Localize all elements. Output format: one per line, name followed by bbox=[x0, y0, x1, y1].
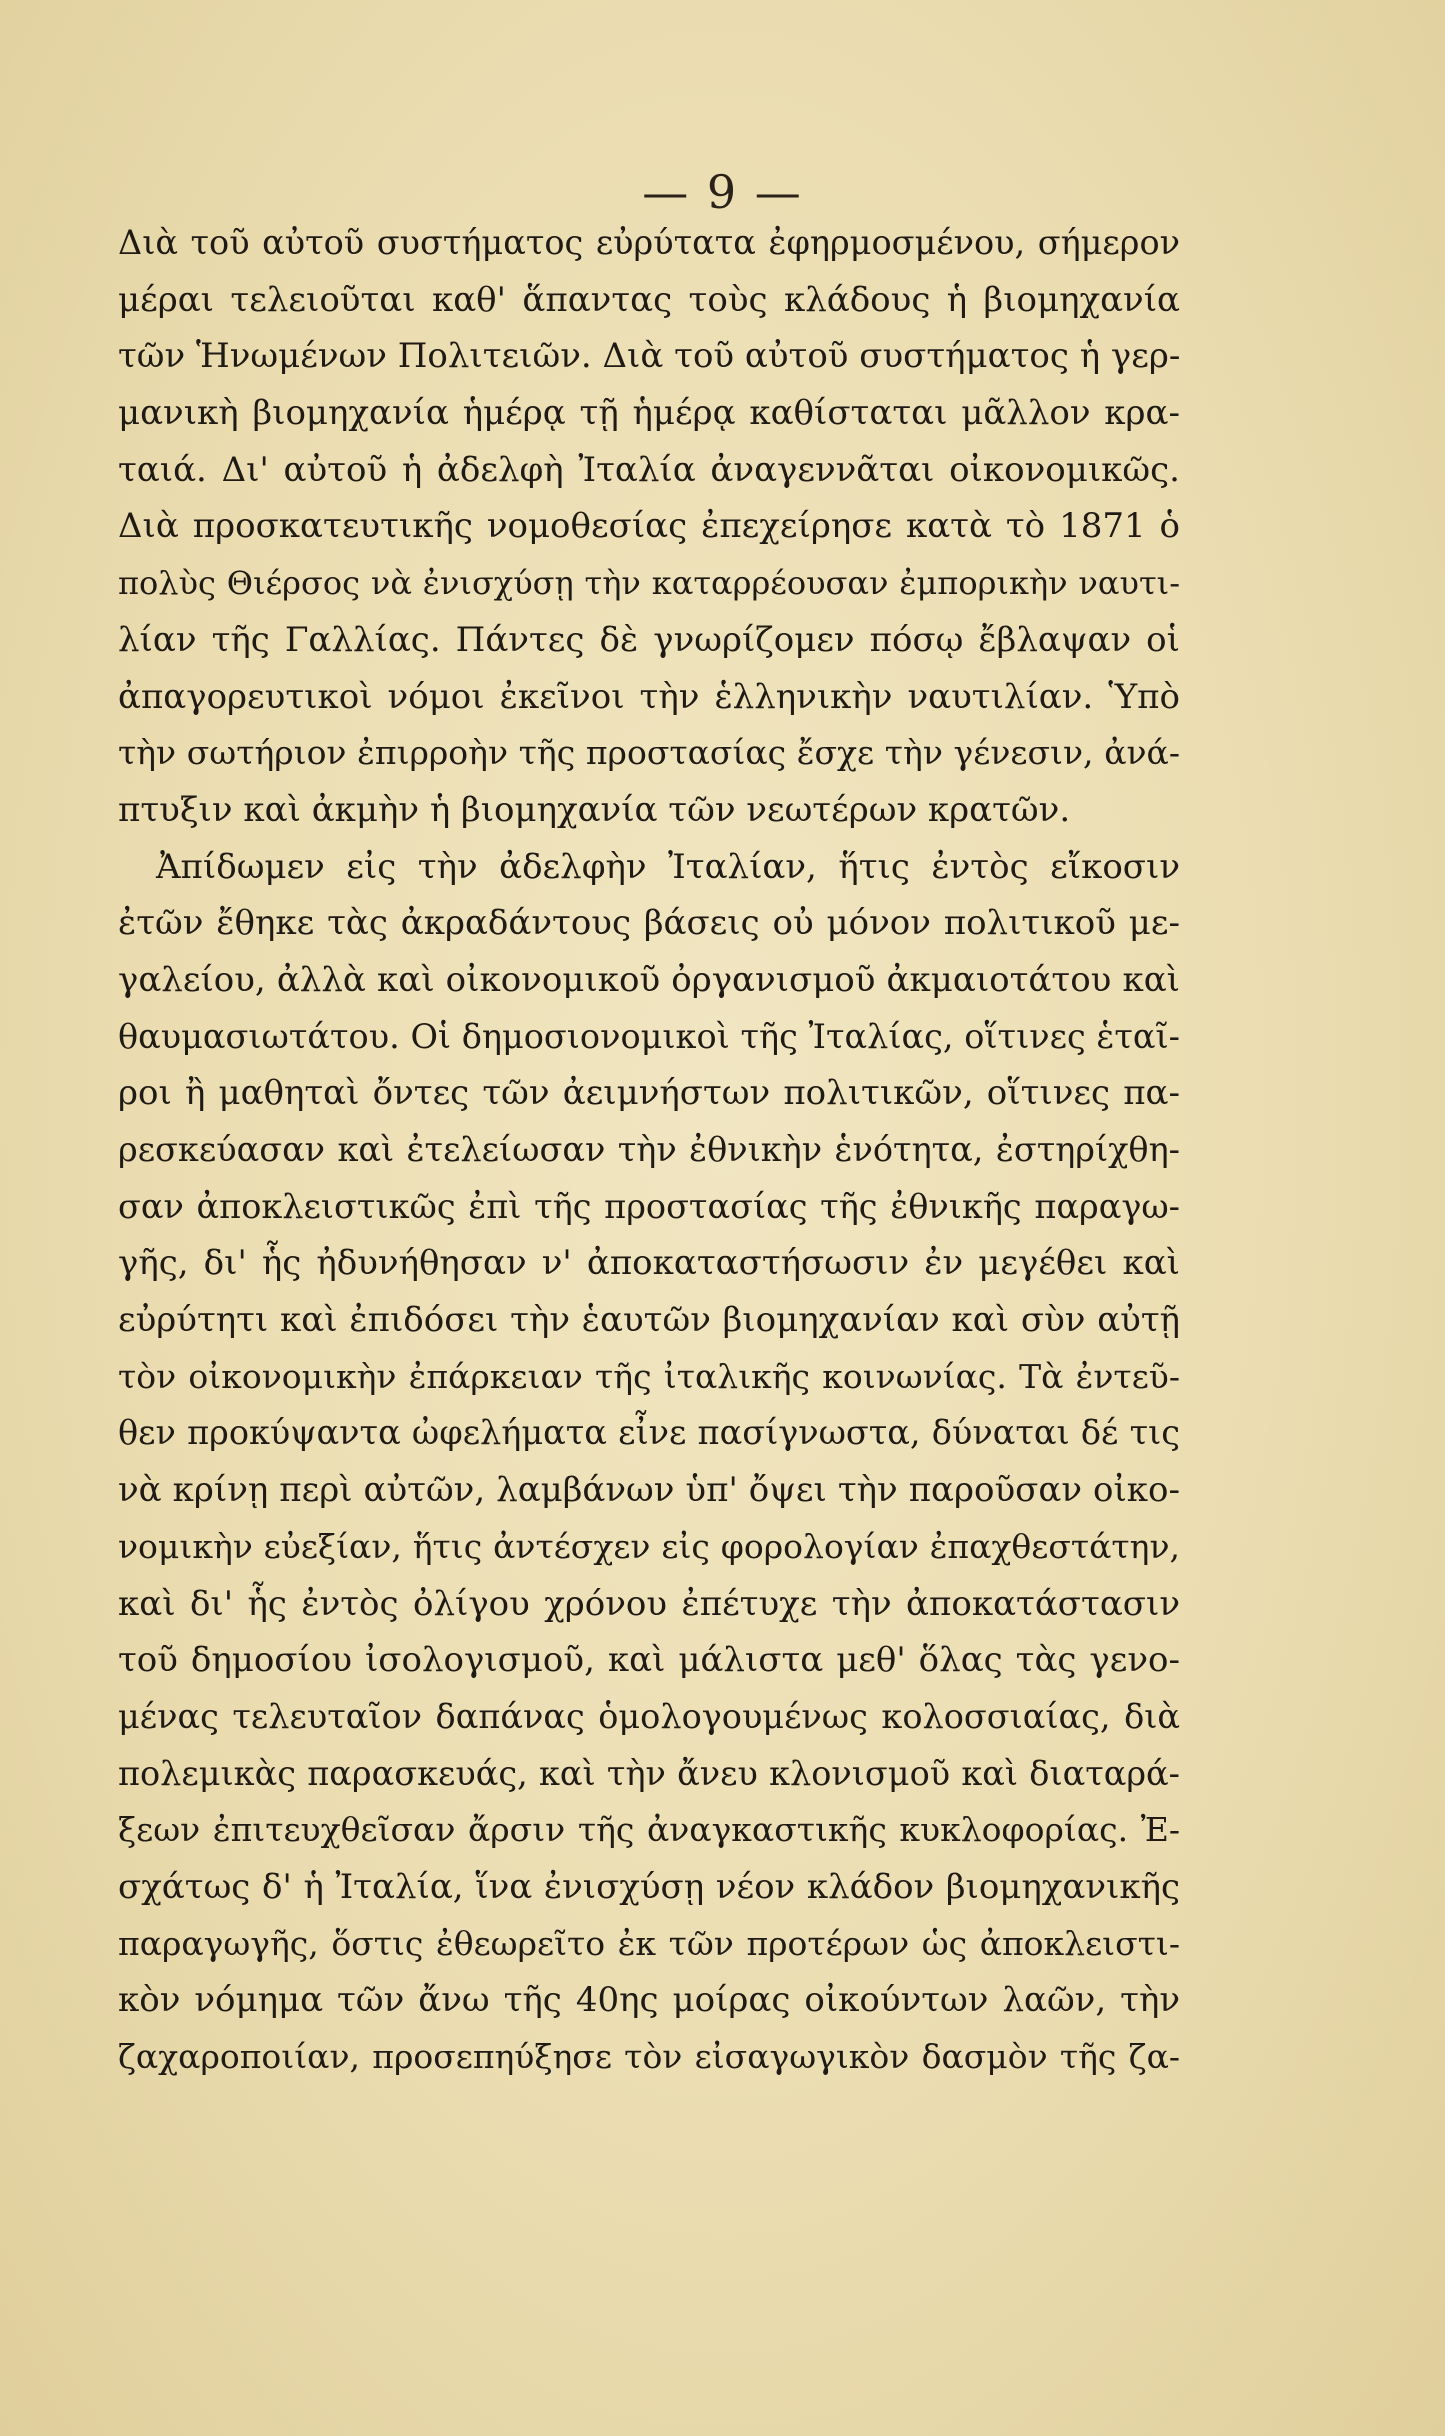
text-line: καὶ δι' ἧς ἐντὸς ὀλίγου χρόνου ἐπέτυχε τὴν ἀποκατάστασιν bbox=[118, 1583, 1180, 1624]
text-line: σχάτως δ' ἡ Ἰταλία, ἵνα ἐνισχύσῃ νέον κλάδον βιομηχανικῆς bbox=[118, 1866, 1180, 1907]
text-line: νὰ κρίνῃ περὶ αὐτῶν, λαμβάνων ὑπ' ὄψει τὴν παροῦσαν οἰκο- bbox=[118, 1470, 1180, 1511]
text-line: ἐτῶν ἔθηκε τὰς ἀκραδάντους βάσεις οὐ μόνον πολιτικοῦ με- bbox=[118, 903, 1180, 944]
text-line: ἀπαγορευτικοὶ νόμοι ἐκεῖνοι τὴν ἑλληνικὴν ναυτιλίαν. Ὑπὸ bbox=[118, 676, 1180, 717]
text-line: τὸν οἰκονομικὴν ἐπάρκειαν τῆς ἰταλικῆς κοινωνίας. Τὰ ἐντεῦ- bbox=[118, 1356, 1180, 1396]
text-line: πτυξιν καὶ ἀκμὴν ἡ βιομηχανία τῶν νεωτέρων κρατῶν. bbox=[118, 789, 1071, 830]
text-line: τῶν Ἡνωμένων Πολιτειῶν. Διὰ τοῦ αὐτοῦ συστήματος ἡ γερ- bbox=[118, 336, 1181, 377]
text-line: κὸν νόμημα τῶν ἄνω τῆς 40ης μοίρας οἰκούντων λαῶν, τὴν bbox=[118, 1980, 1180, 2021]
text-line: πολὺς Θιέρσος νὰ ἐνισχύσῃ τὴν καταρρέουσαν ἐμπορικὴν ναυτι- bbox=[118, 564, 1180, 603]
text-line: ζαχαροποιίαν, προσεπηύξησε τὸν εἰσαγωγικὸν δασμὸν τῆς ζα- bbox=[118, 2037, 1180, 2076]
text-line: ξεων ἐπιτευχθεῖσαν ἄρσιν τῆς ἀναγκαστικῆς κυκλοφορίας. Ἐ- bbox=[118, 1810, 1180, 1850]
text-line: λίαν τῆς Γαλλίας. Πάντες δὲ γνωρίζομεν πόσῳ ἔβλαψαν οἱ bbox=[118, 619, 1180, 660]
text-line: γαλείου, ἀλλὰ καὶ οἰκονομικοῦ ὀργανισμοῦ ἀκμαιοτάτου καὶ bbox=[118, 959, 1180, 1000]
text-line: σαν ἀποκλειστικῶς ἐπὶ τῆς προστασίας τῆς ἐθνικῆς παραγω- bbox=[118, 1186, 1180, 1226]
text-line: γῆς, δι' ἧς ἠδυνήθησαν ν' ἀποκαταστήσωσιν ἐν μεγέθει καὶ bbox=[118, 1243, 1180, 1284]
text-line: τοῦ δημοσίου ἰσολογισμοῦ, καὶ μάλιστα μεθ' ὅλας τὰς γενο- bbox=[118, 1640, 1180, 1681]
text-line: νομικὴν εὐεξίαν, ἥτις ἀντέσχεν εἰς φορολογίαν ἐπαχθεστάτην, bbox=[118, 1526, 1180, 1566]
text-line: ρεσκεύασαν καὶ ἐτελείωσαν τὴν ἐθνικὴν ἑνότητα, ἐστηρίχθη- bbox=[118, 1130, 1180, 1169]
text-line: θαυμασιωτάτου. Οἱ δημοσιονομικοὶ τῆς Ἰταλίας, οἵτινες ἑταῖ- bbox=[118, 1016, 1180, 1056]
text-line: θεν προκύψαντα ὠφελήματα εἶνε πασίγνωστα, δύναται δέ τις bbox=[118, 1413, 1180, 1453]
text-line: Διὰ τοῦ αὐτοῦ συστήματος εὐρύτατα ἐφηρμοσμένου, σήμερον bbox=[118, 223, 1180, 262]
text-line: παραγωγῆς, ὅστις ἐθεωρεῖτο ἐκ τῶν προτέρων ὡς ἀποκλειστι- bbox=[118, 1923, 1180, 1963]
text-line: μανικὴ βιομηχανία ἡμέρᾳ τῇ ἡμέρᾳ καθίσταται μᾶλλον κρα- bbox=[118, 393, 1180, 434]
text-line: ροι ἢ μαθηταὶ ὄντες τῶν ἀειμνήστων πολιτικῶν, οἵτινες πα- bbox=[118, 1073, 1180, 1114]
text-line: τὴν σωτήριον ἐπιρροὴν τῆς προστασίας ἔσχε τὴν γένεσιν, ἀνά- bbox=[118, 733, 1180, 773]
text-line: Διὰ προσκατευτικῆς νομοθεσίας ἐπεχείρησε κατὰ τὸ 1871 ὁ bbox=[118, 506, 1180, 547]
body-text bbox=[118, 215, 1180, 2086]
text-line: Ἀπίδωμεν εἰς τὴν ἀδελφὴν Ἰταλίαν, ἥτις ἐντὸς εἴκοσιν bbox=[156, 846, 1180, 887]
text-line: μέραι τελειοῦται καθ' ἅπαντας τοὺς κλάδους ἡ βιομηχανία bbox=[118, 279, 1180, 320]
text-line: ταιά. Δι' αὐτοῦ ἡ ἀδελφὴ Ἰταλία ἀναγεννᾶται οἰκονομικῶς. bbox=[118, 449, 1180, 490]
page-number: — 9 — bbox=[642, 165, 803, 219]
text-line: μένας τελευταῖον δαπάνας ὁμολογουμένως κολοσσιαίας, διὰ bbox=[118, 1696, 1180, 1736]
text-line: εὐρύτητι καὶ ἐπιδόσει τὴν ἑαυτῶν βιομηχανίαν καὶ σὺν αὐτῇ bbox=[118, 1300, 1180, 1341]
text-line: πολεμικὰς παρασκευάς, καὶ τὴν ἄνευ κλονισμοῦ καὶ διαταρά- bbox=[118, 1753, 1180, 1793]
